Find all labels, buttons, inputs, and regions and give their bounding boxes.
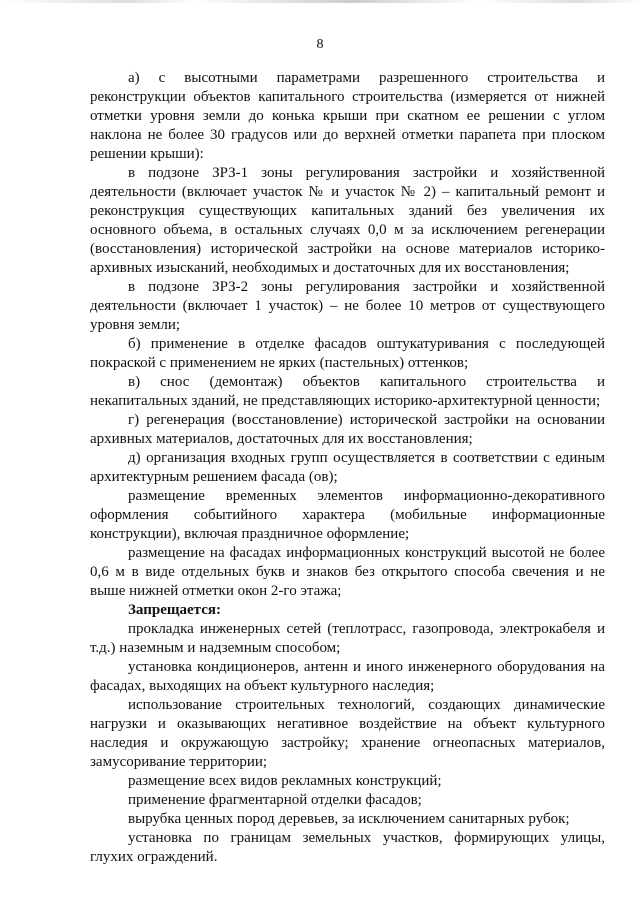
scan-edge-line bbox=[0, 0, 640, 3]
document-body bbox=[90, 69, 605, 867]
prohibited-heading: Запрещается: bbox=[128, 602, 222, 618]
paragraph: а) с высотными параметрами разрешенного строительства и реконструкции объектов капитального строительства (измеряется от нижней отметки уровня земли до конька крыши при скатном ее решении с углом наклона не более 30 градусов или до верхней отметки парапета при плоском решении крыши): bbox=[90, 70, 605, 162]
paragraph: прокладка инженерных сетей (теплотрасс, газопровода, электрокабеля и т.д.) наземным и надземным способом; bbox=[90, 621, 605, 656]
paragraph: б) применение в отделке фасадов оштукатуривания с последующей покраской с применением не ярких (пастельных) оттенков; bbox=[90, 336, 605, 371]
paragraph: в) снос (демонтаж) объектов капитального строительства и некапитальных зданий, не представляющих историко-архитектурной ценности; bbox=[90, 374, 605, 409]
paragraph: в подзоне ЗРЗ-1 зоны регулирования застройки и хозяйственной деятельности (включает участок № и участок № 2) – капитальный ремонт и реконструкция существующих капитальных зданий без увеличения их основного объема, в остальных случаях 0,0 м за исключением регенерации (восстановления) исторической застройки на основе материалов историко-архивных изысканий, необходимых и достаточных для их восстановления; bbox=[90, 165, 605, 276]
paragraph: размещение временных элементов информационно-декоративного оформления событийного характера (мобильные информационные конструкции), включая праздничное оформление; bbox=[90, 488, 605, 542]
paragraph: размещение на фасадах информационных конструкций высотой не более 0,6 м в виде отдельных букв и знаков без открытого способа свечения и не выше нижней отметки окон 2-го этажа; bbox=[90, 545, 605, 599]
paragraph: в подзоне ЗРЗ-2 зоны регулирования застройки и хозяйственной деятельности (включает 1 участок) – не более 10 метров от существующего уровня земли; bbox=[90, 279, 605, 333]
paragraph: установка кондиционеров, антенн и иного инженерного оборудования на фасадах, выходящих на объект культурного наследия; bbox=[90, 659, 605, 694]
paragraph: д) организация входных групп осуществляется в соответствии с единым архитектурным решением фасада (ов); bbox=[90, 450, 605, 485]
paragraph: установка по границам земельных участков, формирующих улицы, глухих ограждений. bbox=[90, 830, 605, 865]
paragraph: размещение всех видов рекламных конструкций; bbox=[128, 773, 442, 789]
paragraph: г) регенерация (восстановление) исторической застройки на основании архивных материалов, достаточных для их восстановления; bbox=[90, 412, 605, 447]
paragraph: применение фрагментарной отделки фасадов; bbox=[128, 792, 422, 808]
paragraph: вырубка ценных пород деревьев, за исключением санитарных рубок; bbox=[128, 811, 570, 827]
page-number: 8 bbox=[316, 37, 324, 52]
paragraph: использование строительных технологий, создающих динамические нагрузки и оказывающих негативное воздействие на объект культурного наследия и окружающую застройку; хранение огнеопасных материалов, замусоривание территории; bbox=[90, 697, 605, 770]
